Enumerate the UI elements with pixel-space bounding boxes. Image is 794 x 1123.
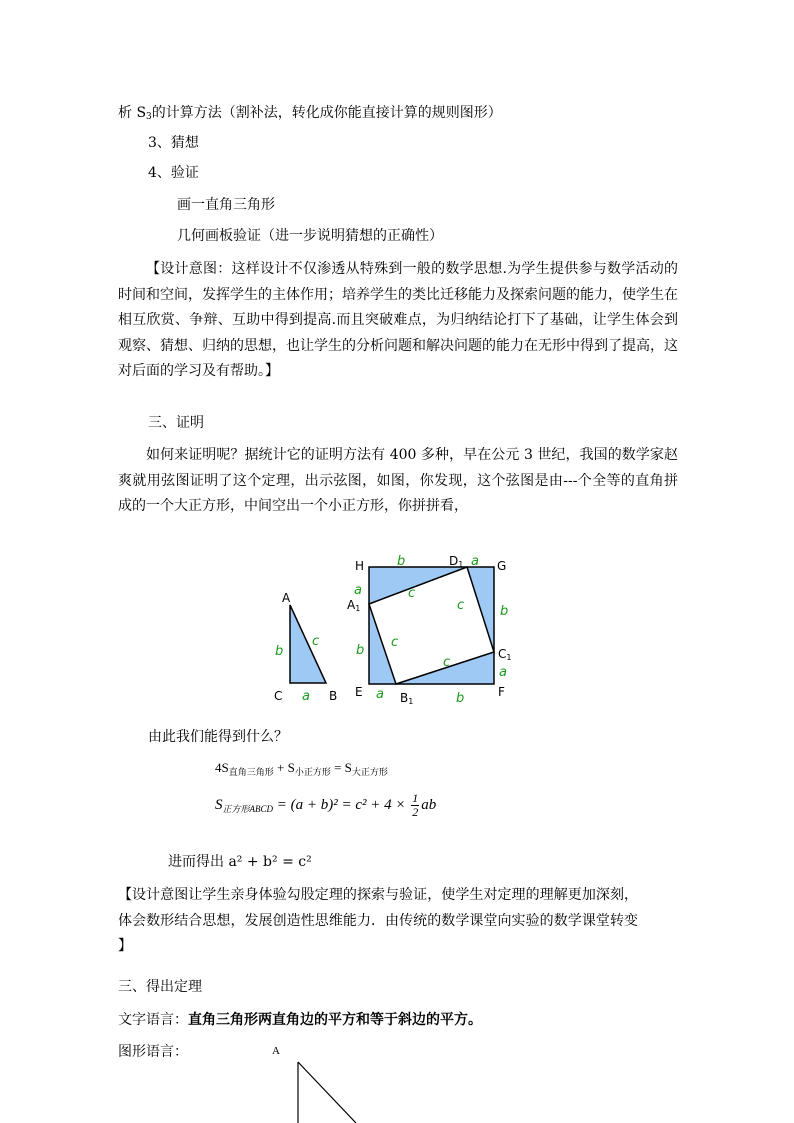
text-language-label: 文字语言： <box>118 1012 188 1028</box>
inner-c-top: c <box>408 586 416 601</box>
section-theorem: 三、得出定理 <box>118 979 202 995</box>
formula-square-area: $S_{正方形ABCD} = (a + b)^2 = c^2 + 4$ × $\frac{1}{2}$ ab <box>215 791 437 819</box>
text-language-value: 直角三角形两直角边的平方和等于斜边的平方。 <box>188 1012 482 1028</box>
theorem-triangle-hypotenuse <box>298 1062 356 1123</box>
step-4: 4、验证 <box>148 165 199 181</box>
right-triangle <box>290 605 326 683</box>
intro-pre: 析 S <box>118 105 147 121</box>
label-tri-b: b <box>275 644 284 659</box>
side-b-left: b <box>356 643 365 658</box>
label-tri-a: a <box>302 689 310 704</box>
inner-c-left: c <box>391 635 399 650</box>
theorem-triangle-figure <box>260 1040 380 1123</box>
side-b-bottom: b <box>456 691 465 706</box>
label-F: F <box>498 685 505 699</box>
side-a-right: a <box>499 665 507 680</box>
label-D1: D1 <box>449 554 464 569</box>
graph-language-label: 图形语言： <box>118 1044 188 1060</box>
intro-line <box>118 103 502 127</box>
side-b-top: b <box>397 554 406 569</box>
text-language <box>118 1010 482 1030</box>
theorem-label-A: A <box>272 1045 280 1057</box>
label-tri-c: c <box>312 634 320 649</box>
label-G: G <box>497 559 507 573</box>
intro-post: 的计算方法（割补法，转化成你能直接计算的规则图形） <box>151 105 502 121</box>
question: 由此我们能得到什么？ <box>148 729 288 745</box>
sub-step-verify: 几何画板验证（进一步说明猜想的正确性） <box>177 228 443 244</box>
side-b-right: b <box>500 604 509 619</box>
design-intent-2: 【设计意图让学生亲身体验勾股定理的探索与验证，使学生对定理的理解更加深刻，体会数形结合思想，发展创造性思维能力．由传统的数学课堂向实验的数学课堂转变 】 <box>118 887 638 954</box>
side-a-bottom: a <box>376 687 384 702</box>
label-B1: B1 <box>400 691 414 706</box>
step-3: 3、猜想 <box>148 135 199 151</box>
label-C1: C1 <box>498 647 512 662</box>
side-a-top: a <box>471 554 479 569</box>
label-E: E <box>355 685 363 699</box>
inner-c-right: c <box>457 598 465 613</box>
pythagoras-figure <box>260 545 530 715</box>
section-proof: 三、证明 <box>148 415 204 431</box>
intro-sub: 3 <box>146 112 152 122</box>
proof-paragraph: 如何来证明呢？据统计它的证明方法有 400 多种，早在公元 3 世纪，我国的数学家赵爽就用弦图证明了这个定理，出示弦图，如图，你发现，这个弦图是由---个全等的直角拼成的一个大正方形，中间空出一个小正方形，你拼拼看， <box>118 447 678 514</box>
inner-c-bottom: c <box>443 655 451 670</box>
label-A1: A1 <box>347 598 361 613</box>
label-C: C <box>274 689 283 703</box>
label-A: A <box>282 591 291 605</box>
derive-result: 进而得出 a² + b² = c² <box>168 854 312 870</box>
fraction-half: $\frac{1}{2}$ <box>412 791 419 819</box>
side-a-left: a <box>354 583 362 598</box>
sub-step-draw: 画一直角三角形 <box>177 197 275 213</box>
formula-area-sum: $4S_{直角三角形} + S_{小正方形} = S_{大正方形}$ <box>215 760 388 777</box>
label-B: B <box>329 689 338 703</box>
design-intent-1: 【设计意图：这样设计不仅渗透从特殊到一般的数学思想.为学生提供参与数学活动的时间和空间，发挥学生的主体作用；培养学生的类比迁移能力及探索问题的能力，使学生在相互欣赏、争辩、互助中得到提高.而且突破难点，为归纳结论打下了基础，让学生体会到观察、猜想、归纳的思想，也让学生的分析问题和解决问题的能力在无形中得到了提高，这对后面的学习及有帮助。】 <box>118 261 678 379</box>
label-H: H <box>355 559 365 573</box>
